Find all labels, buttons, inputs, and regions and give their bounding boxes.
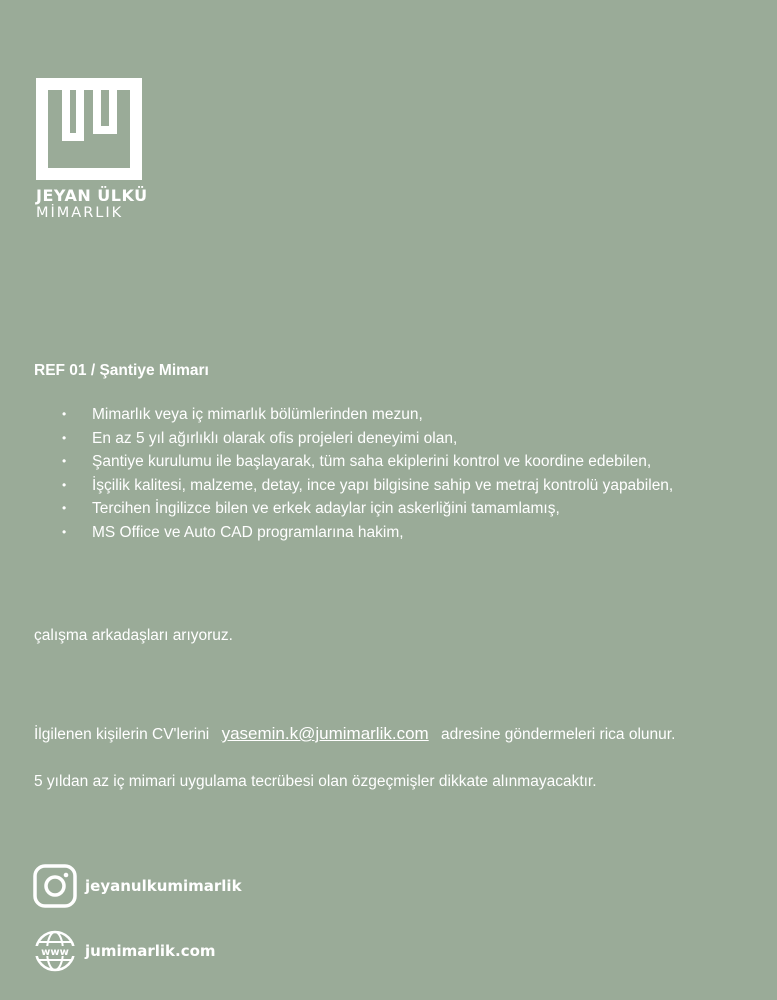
instagram-handle: jeyanulkumimarlik <box>85 877 242 895</box>
requirement-item: • İşçilik kalitesi, malzeme, detay, ince yapı bilgisine sahip ve metraj kontrolü yapabilen, <box>60 474 673 498</box>
requirement-item: • Mimarlık veya iç mimarlık bölümlerinden mezun, <box>60 403 673 427</box>
requirement-item: • MS Office ve Auto CAD programlarına hakim, <box>60 521 673 545</box>
apply-instructions <box>34 724 675 744</box>
bullet-icon: • <box>62 407 67 421</box>
requirement-item: • En az 5 yıl ağırlıklı olarak ofis projeleri deneyimi olan, <box>60 427 673 451</box>
closing-text: çalışma arkadaşları arıyoruz. <box>34 627 233 644</box>
instagram-link[interactable] <box>33 864 242 908</box>
apply-prefix: İlgilenen kişilerin CV'lerini <box>34 726 210 743</box>
bullet-icon: • <box>62 430 67 445</box>
www-globe-icon <box>33 929 77 973</box>
email-link[interactable]: yasemin.k@jumimarlik.com <box>221 724 429 743</box>
requirement-item: • Şantiye kurulumu ile başlayarak, tüm saha ekiplerini kontrol ve koordine edebilen, <box>60 450 673 474</box>
logo-mark-icon <box>36 78 142 180</box>
requirement-item: • Tercihen İngilizce bilen ve erkek adaylar için askerliğini tamamlamış, <box>60 497 673 521</box>
logo-subtitle: MİMARLIK <box>36 205 124 221</box>
website-link[interactable] <box>33 929 216 973</box>
company-logo <box>36 78 146 221</box>
bullet-icon: • <box>62 501 67 515</box>
bullet-icon: • <box>62 477 67 492</box>
requirements-list <box>60 403 673 544</box>
apply-suffix: adresine göndermeleri rica olunur. <box>441 726 676 743</box>
position-title: REF 01 / Şantiye Mimarı <box>34 362 209 379</box>
svg-text:www: www <box>41 947 69 958</box>
logo-name: JEYAN ÜLKÜ <box>36 186 148 205</box>
website-url: jumimarlik.com <box>85 942 216 960</box>
bullet-icon: • <box>62 524 67 539</box>
instagram-icon <box>33 864 77 908</box>
bullet-icon: • <box>62 454 67 468</box>
disclaimer-text: 5 yıldan az iç mimari uygulama tecrübesi olan özgeçmişler dikkate alınmayacaktır. <box>34 773 597 790</box>
